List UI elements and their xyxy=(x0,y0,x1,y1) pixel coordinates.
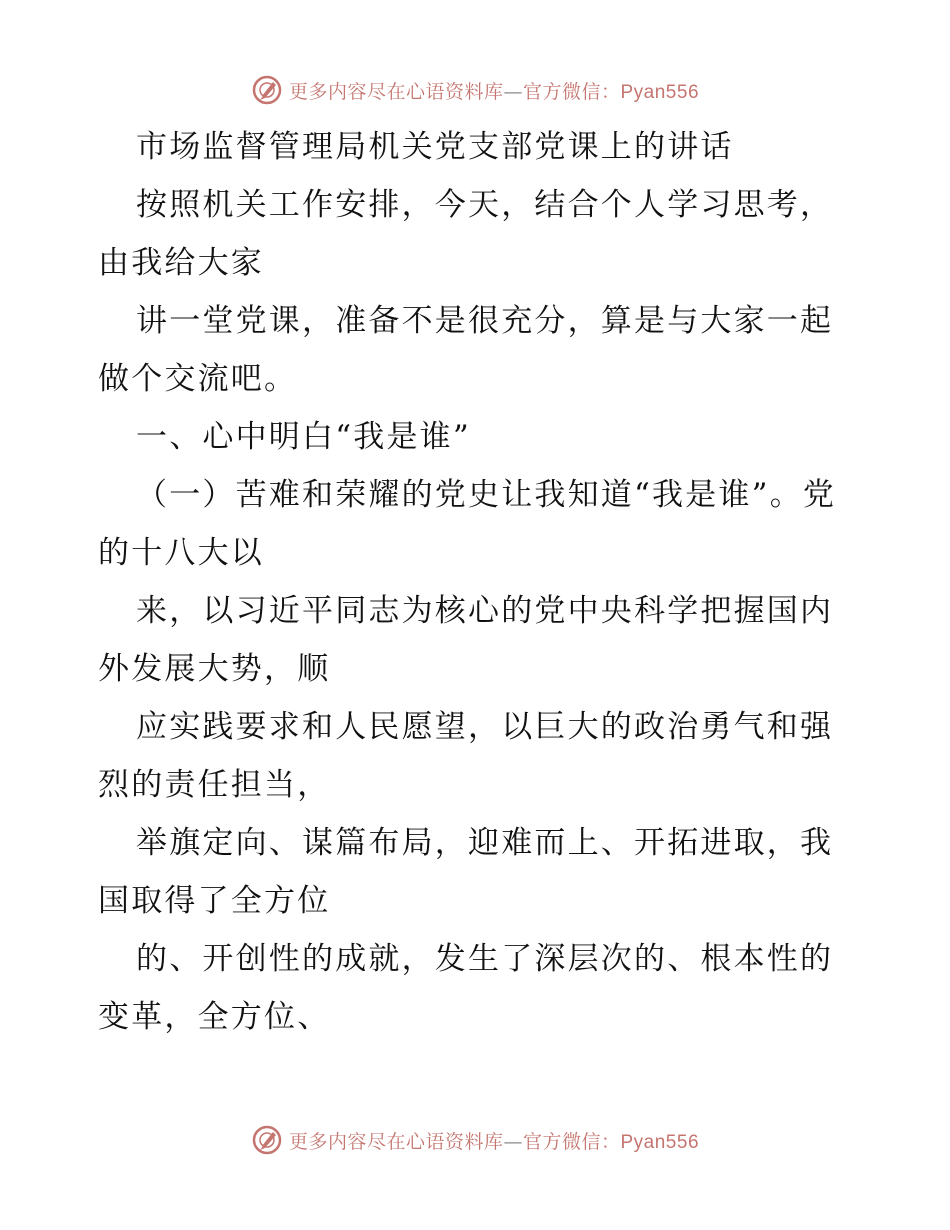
section-heading: 一、心中明白“我是谁” xyxy=(136,419,471,455)
watermark-text xyxy=(289,1127,699,1154)
paragraph: 举旗定向、谋篇布局，迎难而上、开拓进取，我国取得了全方位 xyxy=(98,825,834,919)
paragraph: 按照机关工作安排，今天，结合个人学习思考，由我给大家 xyxy=(98,187,834,281)
watermark-brand: 更多内容尽在心语资料库 xyxy=(288,80,504,103)
paragraph: 的、开创性的成就，发生了深层次的、根本性的变革，全方位、 xyxy=(98,941,834,1035)
paragraph: （一）苦难和荣耀的党史让我知道“我是谁”。党的十八大以 xyxy=(98,477,837,571)
header-watermark xyxy=(0,70,950,110)
paragraph: 讲一堂党课，准备不是很充分，算是与大家一起做个交流吧。 xyxy=(98,303,834,397)
footer-watermark xyxy=(0,1120,950,1160)
watermark-wechat-id: Pyan556 xyxy=(620,81,700,103)
seal-logo-icon xyxy=(251,1124,283,1156)
seal-logo-icon xyxy=(251,74,283,106)
watermark-wechat-label: 官方微信： xyxy=(522,80,621,103)
paragraph: 应实践要求和人民愿望，以巨大的政治勇气和强烈的责任担当， xyxy=(98,709,834,803)
watermark-text xyxy=(289,77,699,104)
document-title: 市场监督管理局机关党支部党课上的讲话 xyxy=(136,129,734,165)
watermark-wechat-id: Pyan556 xyxy=(620,1131,700,1153)
paragraph: 来，以习近平同志为核心的党中央科学把握国内外发展大势，顺 xyxy=(98,593,834,687)
watermark-brand: 更多内容尽在心语资料库 xyxy=(288,1130,504,1153)
watermark-separator: — xyxy=(503,80,523,103)
watermark-separator: — xyxy=(503,1130,523,1153)
watermark-wechat-label: 官方微信： xyxy=(522,1130,621,1153)
document-body xyxy=(98,118,858,1046)
